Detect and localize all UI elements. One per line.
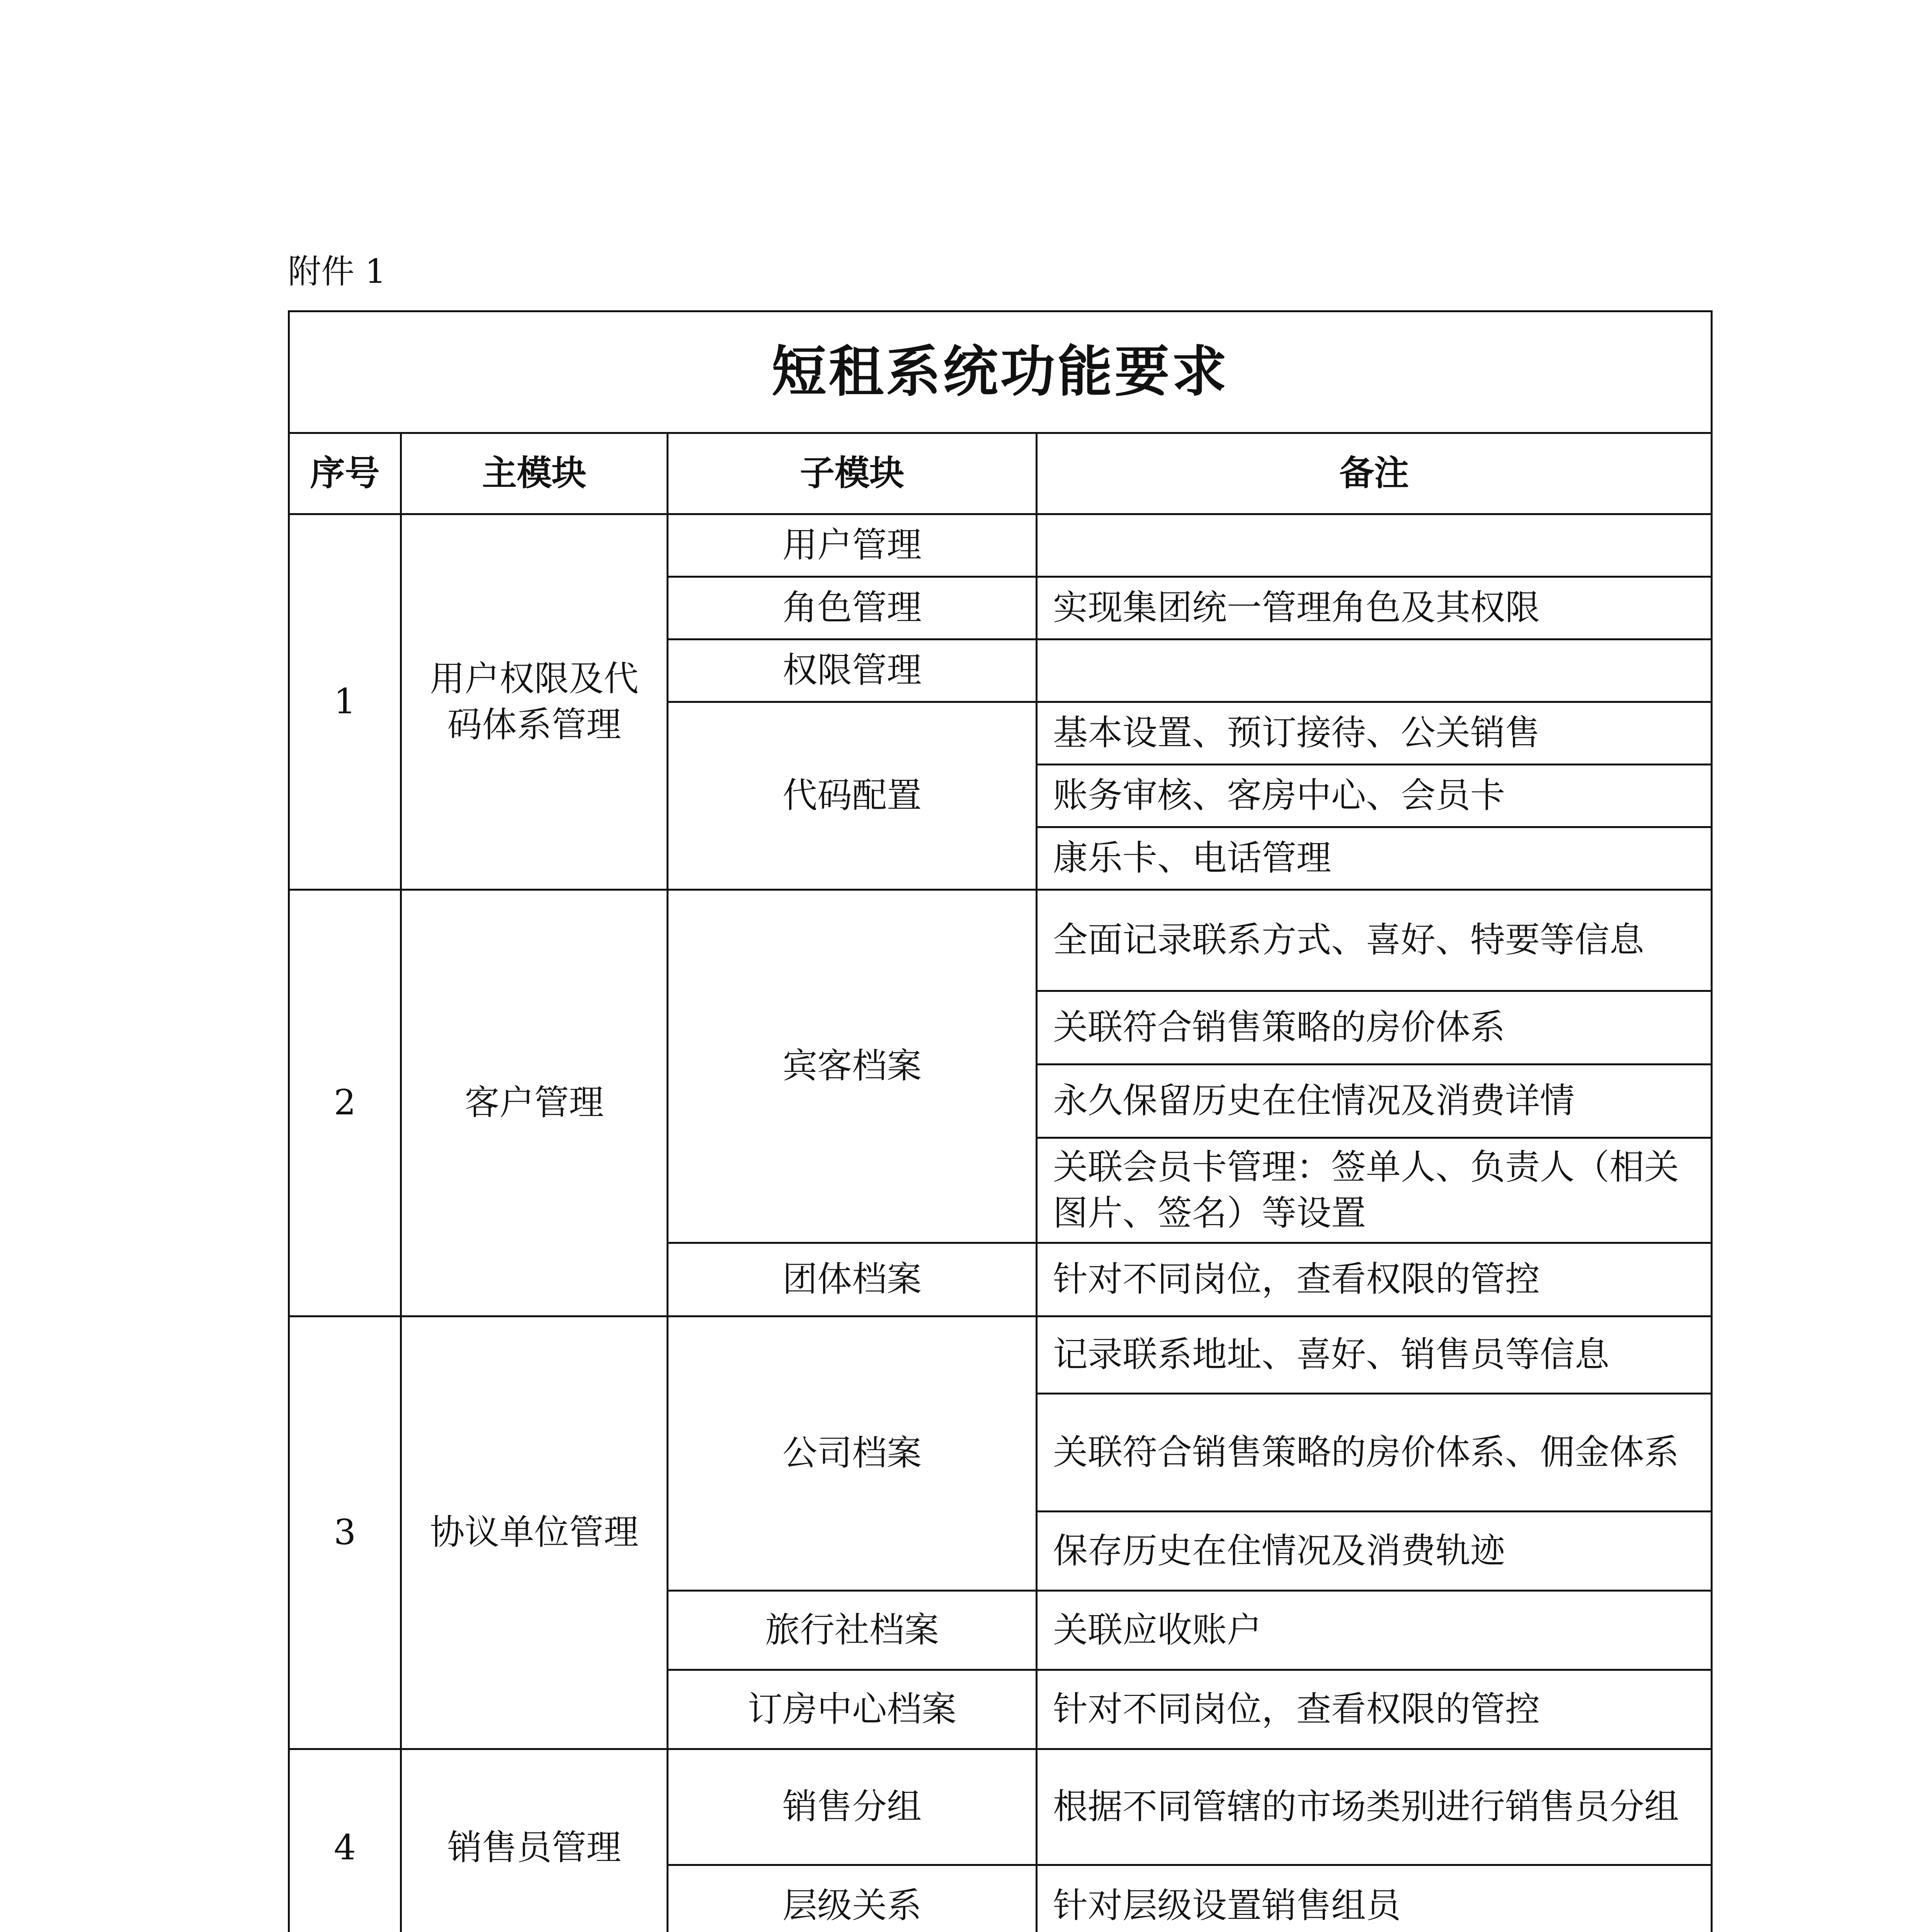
remark-cell: 关联符合销售策略的房价体系、佣金体系 <box>1037 1394 1712 1512</box>
main-module: 销售员管理 <box>401 1749 668 1932</box>
sub-module: 代码配置 <box>668 702 1037 890</box>
main-module: 客户管理 <box>401 890 668 1316</box>
remark-cell: 永久保留历史在住情况及消费详情 <box>1037 1065 1712 1138</box>
sub-module: 权限管理 <box>668 639 1037 702</box>
header-index: 序号 <box>289 433 401 514</box>
group-index: 4 <box>289 1749 401 1932</box>
function-requirements-table <box>288 310 1713 1932</box>
sub-module: 销售分组 <box>668 1749 1037 1865</box>
header-main-module: 主模块 <box>401 433 668 514</box>
remark-cell: 针对不同岗位，查看权限的管控 <box>1037 1243 1712 1316</box>
remark-cell: 实现集团统一管理角色及其权限 <box>1037 577 1712 639</box>
sub-module: 公司档案 <box>668 1316 1037 1591</box>
title-row <box>289 311 1712 433</box>
table-row <box>289 890 1712 991</box>
table-row <box>289 1749 1712 1865</box>
remark-cell: 针对层级设置销售组员 <box>1037 1865 1712 1932</box>
remark-cell: 针对不同岗位，查看权限的管控 <box>1037 1670 1712 1749</box>
header-sub-module: 子模块 <box>668 433 1037 514</box>
sub-module: 订房中心档案 <box>668 1670 1037 1749</box>
remark-cell: 根据不同管辖的市场类别进行销售员分组 <box>1037 1749 1712 1865</box>
sub-module: 层级关系 <box>668 1865 1037 1932</box>
sub-module: 旅行社档案 <box>668 1591 1037 1670</box>
group-index: 1 <box>289 514 401 890</box>
remark-cell <box>1037 514 1712 577</box>
sub-module: 宾客档案 <box>668 890 1037 1243</box>
remark-cell: 保存历史在住情况及消费轨迹 <box>1037 1512 1712 1591</box>
main-module: 用户权限及代码体系管理 <box>401 514 668 890</box>
remark-cell: 关联会员卡管理：签单人、负责人（相关图片、签名）等设置 <box>1037 1138 1712 1243</box>
table-row <box>289 514 1712 577</box>
group-index: 3 <box>289 1316 401 1749</box>
sub-module: 角色管理 <box>668 577 1037 639</box>
remark-cell: 基本设置、预订接待、公关销售 <box>1037 702 1712 765</box>
remark-cell <box>1037 639 1712 702</box>
header-row <box>289 433 1712 514</box>
remark-cell: 关联应收账户 <box>1037 1591 1712 1670</box>
table-title: 短租系统功能要求 <box>289 311 1712 433</box>
remark-cell: 关联符合销售策略的房价体系 <box>1037 991 1712 1065</box>
sub-module: 团体档案 <box>668 1243 1037 1316</box>
remark-cell: 记录联系地址、喜好、销售员等信息 <box>1037 1316 1712 1394</box>
remark-cell: 账务审核、客房中心、会员卡 <box>1037 765 1712 827</box>
group-index: 2 <box>289 890 401 1316</box>
attachment-label: 附件 1 <box>288 252 386 291</box>
header-remarks: 备注 <box>1037 433 1712 514</box>
remark-cell: 全面记录联系方式、喜好、特要等信息 <box>1037 890 1712 991</box>
table-row <box>289 1316 1712 1394</box>
sub-module: 用户管理 <box>668 514 1037 577</box>
remark-cell: 康乐卡、电话管理 <box>1037 827 1712 890</box>
main-module: 协议单位管理 <box>401 1316 668 1749</box>
